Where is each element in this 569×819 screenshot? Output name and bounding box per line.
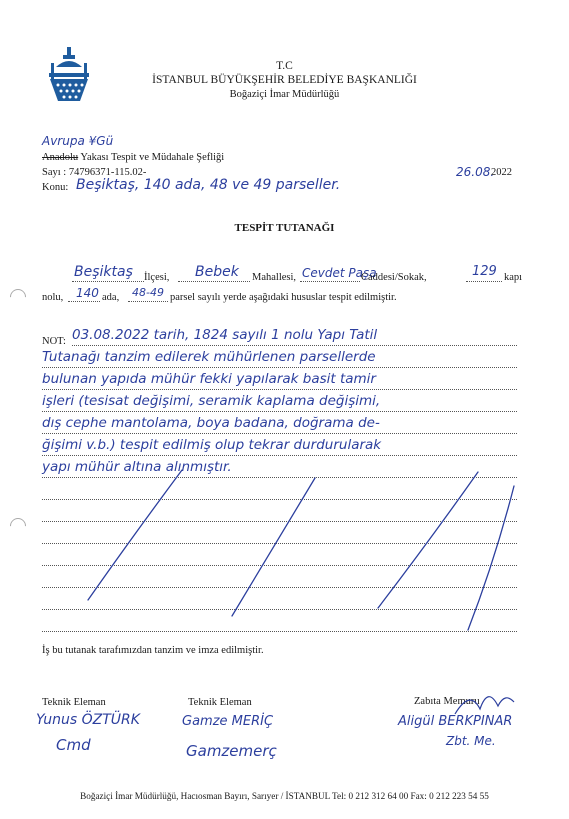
parsel-value: 48-49	[132, 286, 164, 299]
note-line: Tutanağı tanzim edilerek mühürlenen parsellerde	[42, 349, 376, 365]
sayi-label: Sayı	[42, 167, 61, 178]
signature-name: Aligül BERKPINAR	[398, 714, 513, 729]
date-handwritten: 26.08.	[456, 165, 495, 179]
ilce-value: Beşiktaş	[74, 264, 133, 280]
konu-value: Beşiktaş, 140 ada, 48 ve 49 parseller.	[76, 177, 341, 193]
handwritten-region: Avrupa ¥Gü	[42, 134, 114, 148]
signature-role: Teknik Eleman	[42, 697, 106, 708]
signature-name: Gamze MERİÇ	[182, 714, 274, 729]
ilce-label: İlçesi,	[144, 272, 170, 283]
nolu-label: nolu,	[42, 292, 64, 303]
kapi-label: kapı	[504, 272, 523, 283]
mahalle-value: Bebek	[195, 264, 239, 280]
signature-role: Teknik Eleman	[188, 697, 252, 708]
ada-value: 140	[76, 286, 99, 300]
note-line: yapı mühür altına alınmıştır.	[42, 459, 232, 475]
note-line: 03.08.2022 tarih, 1824 sayılı 1 nolu Yapı Tatil	[72, 327, 378, 343]
konu-label: Konu:	[42, 182, 69, 193]
note-line: bulunan yapıda mühür fekki yapılarak basit tamir	[42, 371, 376, 387]
signature-role: Zabıta Memuru	[414, 696, 480, 707]
signature-name: Yunus ÖZTÜRK	[36, 712, 140, 728]
signature-scribble: Zbt. Me.	[446, 734, 496, 748]
note-line: ğişimi v.b.) tespit edilmiş olup tekrar durdurularak	[42, 437, 382, 453]
note-label: NOT:	[42, 336, 66, 347]
document-title: TESPİT TUTANAĞI	[234, 222, 335, 234]
note-line: işleri (tesisat değişimi, seramik kaplama değişimi,	[42, 393, 381, 409]
date-year: 2022	[491, 167, 512, 178]
ada-label: ada,	[102, 292, 120, 303]
unit-rest: Yakası Tespit ve Müdahale Şefliği	[78, 152, 225, 163]
closing-statement: İş bu tutanak tarafımızdan tanzim ve imza edilmiştir.	[42, 645, 264, 656]
sayi-value: : 74796371-115.02-	[63, 167, 147, 178]
footer-address: Boğaziçi İmar Müdürlüğü, Hacıosman Bayırı, Sarıyer / İSTANBUL Tel: 0 212 312 64 00 Fax: 0 212 223 54 55	[80, 791, 489, 801]
header-directorate: Boğaziçi İmar Müdürlüğü	[229, 89, 340, 100]
struck-word: Anadolu	[42, 152, 79, 163]
note-line: dış cephe mantolama, boya badana, doğrama de-	[42, 415, 380, 431]
parsel-label: parsel sayılı yerde aşağıdaki hususlar tespit edilmiştir.	[170, 292, 397, 303]
cadde-label: Caddesi/Sokak,	[361, 272, 427, 283]
cadde-value: Cevdet Paşa	[302, 266, 377, 280]
kapi-value: 129	[472, 264, 497, 279]
header-tc: T.C	[276, 60, 293, 72]
mahalle-label: Mahallesi,	[252, 272, 297, 283]
header-institution: İSTANBUL BÜYÜKŞEHİR BELEDİYE BAŞKANLIĞI	[152, 74, 417, 86]
signature-scribble: Cmd	[56, 736, 91, 754]
signature-scribble: Gamzemerç	[186, 742, 277, 760]
signature-flourish	[450, 684, 520, 724]
